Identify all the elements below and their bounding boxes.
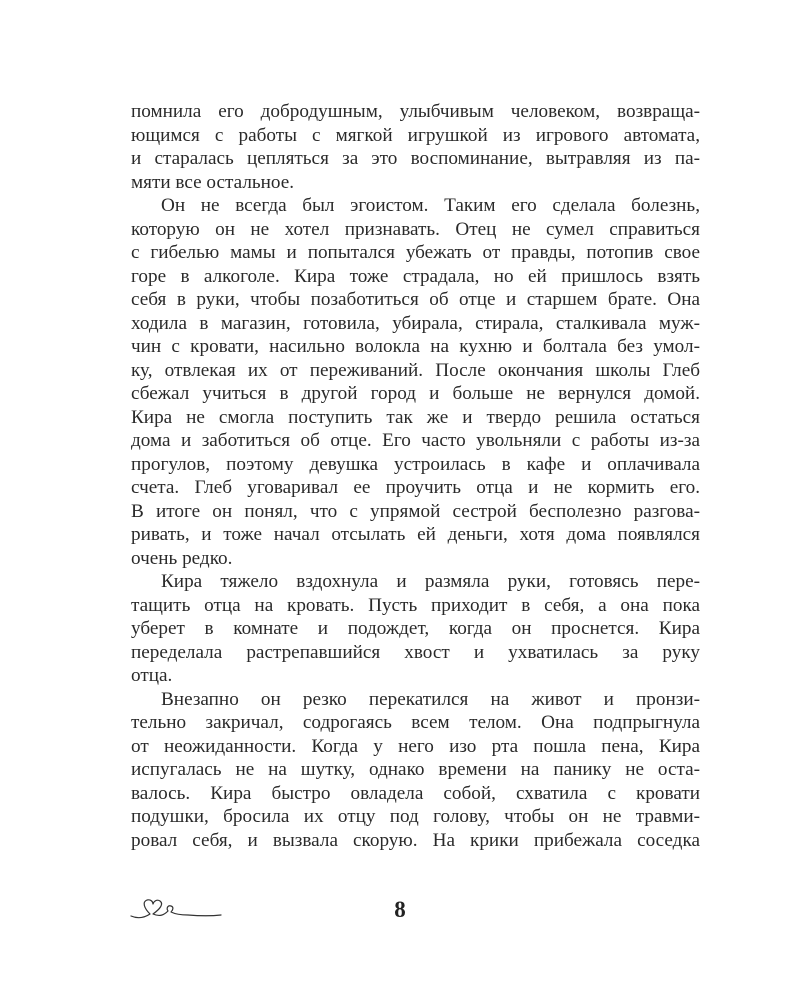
text-line: от неожиданности. Когда у него изо рта пошла пена, Кира <box>131 735 700 757</box>
text-line: мяти все остальное. <box>131 171 295 193</box>
text-line: переделала растрепавшийся хвост и ухватилась за руку <box>131 641 700 663</box>
text-line: дома и заботиться об отце. Его часто увольняли с работы из-за <box>131 430 700 451</box>
text-line: счета. Глеб уговаривал ее проучить отца и не кормить его. <box>131 477 700 498</box>
text-line: ривать, и тоже начал отсылать ей деньги, хотя дома появлялся <box>131 524 700 545</box>
text-line: которую он не хотел признавать. Отец не сумел справиться <box>131 218 700 240</box>
page-number: 8 <box>394 897 406 922</box>
text-line: валось. Кира быстро овладела собой, схватила с кровати <box>131 782 700 804</box>
text-line: ку, отвлекая их от переживаний. После окончания школы Глеб <box>131 359 700 381</box>
text-line: очень редко. <box>131 547 233 569</box>
text-line: испугалась не на шутку, однако времени на панику не оста- <box>131 759 700 780</box>
text-line: себя в руки, чтобы позаботиться об отце и старшем брате. Она <box>131 289 700 310</box>
text-line: тельно закричал, содрогаясь всем телом. Она подпрыгнула <box>131 712 700 733</box>
text-line: Кира не смогла поступить так же и твердо решила остаться <box>131 406 700 428</box>
text-line: помнила его добродушным, улыбчивым человеком, возвраща- <box>131 101 700 122</box>
text-line: с гибелью мамы и попытался убежать от правды, потопив свое <box>131 242 700 263</box>
text-line: ходила в магазин, готовила, убирала, стирала, сталкивала муж- <box>131 312 700 334</box>
text-line: отца. <box>131 665 173 686</box>
text-line: чин с кровати, насильно волокла на кухню и болтала без умол- <box>131 336 700 357</box>
text-line: В итоге он понял, что с упрямой сестрой бесполезно разгова- <box>131 500 700 522</box>
text-line: Внезапно он резко перекатился на живот и пронзи- <box>161 688 700 710</box>
text-line: тащить отца на кровать. Пусть приходит в себя, а она пока <box>131 594 700 616</box>
text-line: сбежал учиться в другой город и больше не вернулся домой. <box>131 383 700 404</box>
text-line: ровал себя, и вызвала скорую. На крики прибежала соседка <box>131 829 700 851</box>
text-line: Он не всегда был эгоистом. Таким его сделала болезнь, <box>161 195 700 216</box>
hearts-swirl-icon <box>130 894 222 922</box>
text-line: Кира тяжело вздохнула и размяла руки, готовясь пере- <box>161 571 700 592</box>
text-line: и старалась цепляться за это воспоминание, вытравляя из па- <box>131 148 700 169</box>
text-line: прогулов, поэтому девушка устроилась в кафе и оплачивала <box>131 453 700 475</box>
text-line: уберет в комнате и подождет, когда он проснется. Кира <box>131 618 700 639</box>
page-footer <box>0 890 800 930</box>
text-line: ющимся с работы с мягкой игрушкой из игрового автомата, <box>131 124 700 146</box>
text-line: горе в алкоголе. Кира тоже страдала, но ей пришлось взять <box>131 265 700 287</box>
text-line: подушки, бросила их отцу под голову, чтобы он не травми- <box>131 806 700 827</box>
body-text <box>131 100 700 852</box>
